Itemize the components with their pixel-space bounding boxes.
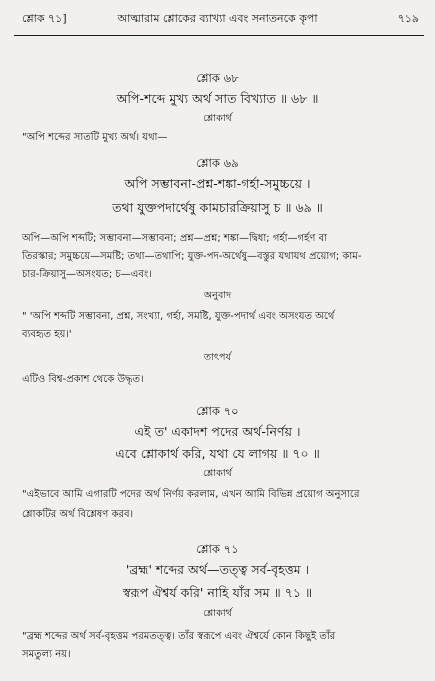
page-number: ৭১৯ — [397, 12, 419, 25]
verse-71-translation-label: শ্লোকার্থ — [203, 608, 232, 619]
verse-69-synonyms-2: তিরস্কার; সমুচ্চয়ে—সমষ্টি; তথা—তথাপি; যুক্ত-পদ-অর্থেষু—বস্তুর যথাযথ প্রয়োগ; কাম- — [22, 251, 362, 262]
verse-69-line-1: অপি সম্ভাবনা-প্রশ্ন-শঙ্কা-গর্হা-সমুচ্চয়ে । — [124, 176, 311, 191]
verse-69-purport: এটিও বিশ্ব-প্রকাশ থেকে উদ্ধৃত। — [22, 374, 144, 385]
verse-68-translation: "অপি শব্দের সাতটি মুখ্য অর্থ। যথা— — [22, 132, 168, 143]
verse-71-translation-2: সমতুল্য নয়। — [22, 649, 71, 660]
verse-71-heading: শ্লোক ৭১ — [196, 542, 239, 556]
verse-70-translation-1: "এইভাবে আমি এগারটি পদের অর্থ নির্ণয় করলাম, এখন আমি বিভিন্ন প্রয়োগ অনুসারে — [22, 489, 360, 500]
verse-69-translation-label: অনুবাদ — [203, 290, 232, 301]
verse-68-text: অপি-শব্দে মুখ্য অর্থ সাত বিখ্যাত ॥ ৬৮ ॥ — [116, 91, 319, 106]
verse-69-line-2: তথা যুক্তপদার্থেষু কামচারক্রিয়াসু চ ॥ ৬৯ ॥ — [112, 200, 323, 215]
verse-70-line-1: এই ত' একাদশ পদের অর্থ-নির্ণয় । — [134, 424, 301, 439]
verse-70-heading: শ্লোক ৭০ — [196, 404, 239, 418]
running-head-verse: শ্লোক ৭১] — [22, 12, 67, 25]
header-rule — [14, 35, 424, 36]
running-head-title: আত্মারাম শ্লোকের ব্যাখ্যা এবং সনাতনকে কৃপা — [117, 12, 318, 25]
verse-68-translation-label: শ্লোকার্থ — [203, 113, 232, 124]
verse-70-translation-label: শ্লোকার্থ — [203, 468, 232, 479]
verse-71-translation-1: "ব্রহ্ম শব্দের অর্থ সর্ব-বৃহত্তম পরমতত্ত্ব। তাঁর স্বরূপে এবং ঐশ্বর্যে কোন কিছুই তাঁর — [22, 631, 336, 642]
verse-69-synonyms-3: চার-ক্রিয়াসু—অসংযত; চ—এবং। — [22, 269, 152, 280]
verse-69-heading: শ্লোক ৬৯ — [196, 156, 239, 170]
verse-68-heading: শ্লোক ৬৮ — [196, 71, 239, 85]
verse-71-line-2: স্বরূপ ঐশ্বর্য করি' নাহি যাঁর সম ॥ ৭১ ॥ — [122, 585, 313, 600]
verse-69-translation-2: ব্যবহৃত হয়।' — [22, 329, 72, 340]
verse-69-translation-1: " 'অপি শব্দটি সম্ভাবনা, প্রশ্ন, সংখ্যা, গর্হা, সমষ্টি, যুক্ত-পদার্থ এবং অসংযত অর্থে — [22, 311, 335, 322]
verse-69-synonyms-1: অপি—অপি শব্দটি; সম্ভাবনা—সম্ভাবনা; প্রশ্ন—প্রশ্ন; শঙ্কা—দ্বিধা; গর্হা—গর্হণ বা — [22, 233, 328, 244]
verse-70-translation-2: শ্লোকটির অর্থ বিশ্লেষণ করব। — [22, 509, 134, 520]
verse-71-line-1: 'ব্রহ্ম' শব্দের অর্থ—তত্ত্ব সর্ব-বৃহত্তম । — [125, 562, 310, 577]
verse-70-line-2: এবে শ্লোকার্থ করি, যথা যে লাগয় ॥ ৭০ ॥ — [115, 446, 320, 461]
verse-69-purport-label: তাৎপর্য — [203, 352, 232, 363]
